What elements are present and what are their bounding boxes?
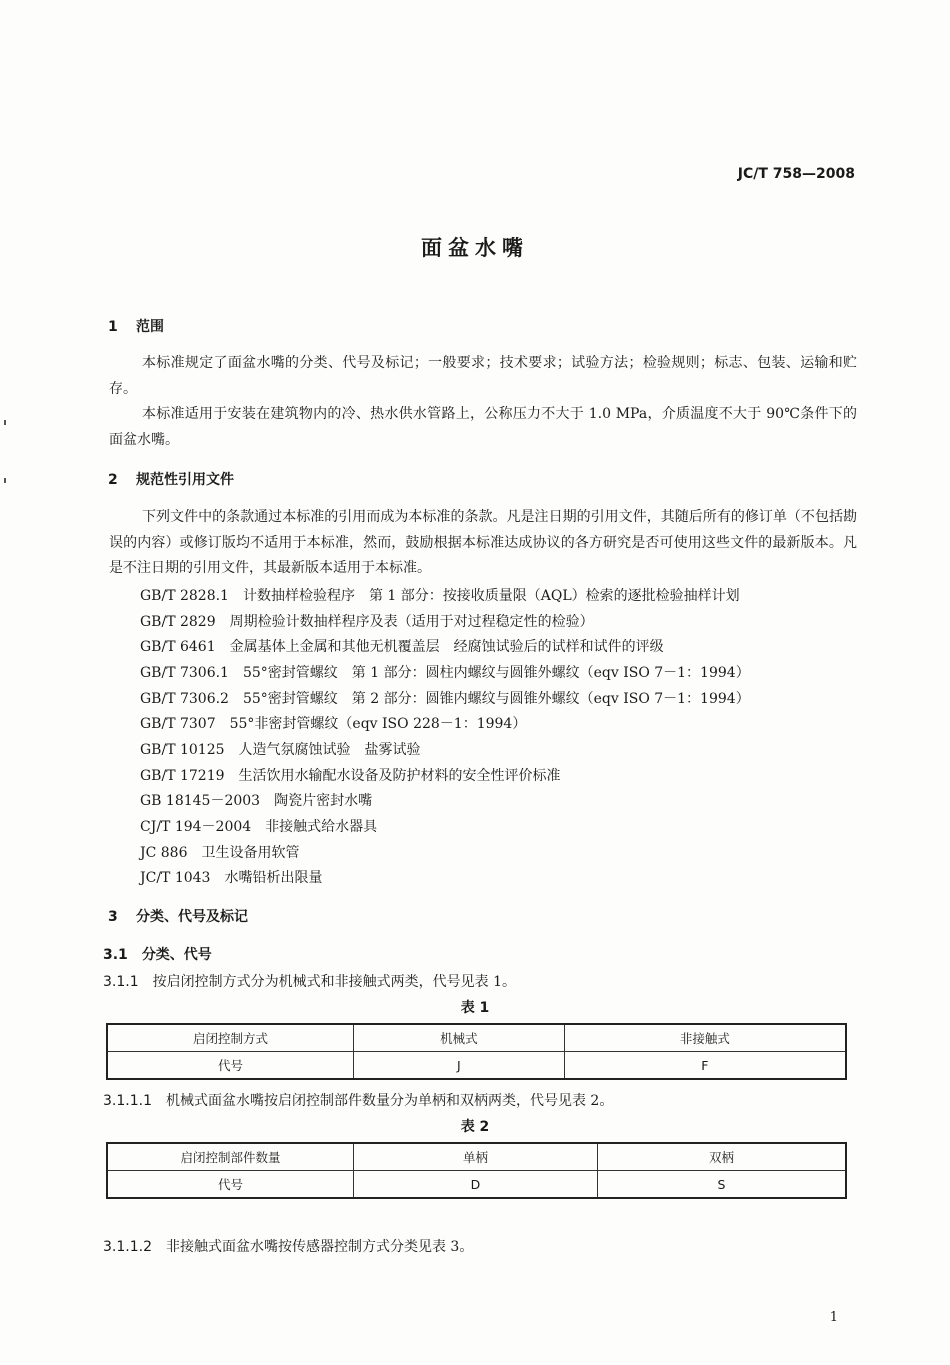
clause-3-1: 3.1 分类、代号 — [103, 947, 212, 963]
table-1 — [106, 1023, 847, 1080]
document-title: 面盆水嘴 — [421, 236, 529, 260]
reference-item: GB/T 17219 生活饮用水输配水设备及防护材料的安全性评价标准 — [140, 768, 561, 784]
reference-item: JC/T 1043 水嘴铅析出限量 — [140, 870, 323, 886]
reference-item: GB/T 7306.2 55°密封管螺纹 第 2 部分：圆锥内螺纹与圆锥外螺纹（eqv ISO 7－1：1994） — [140, 691, 750, 707]
table-2 — [106, 1142, 847, 1199]
table-cell: 非接触式 — [564, 1024, 846, 1052]
standard-code: JC/T 758—2008 — [737, 166, 855, 182]
section-title: 范围 — [136, 319, 164, 335]
reference-item: GB/T 10125 人造气氛腐蚀试验 盐雾试验 — [140, 742, 421, 758]
reference-item: GB/T 2828.1 计数抽样检验程序 第 1 部分：按接收质量限（AQL）检索的逐批检验抽样计划 — [140, 588, 740, 604]
table-row — [107, 1171, 846, 1199]
table-cell: 启闭控制方式 — [107, 1024, 354, 1052]
clause-3-1-1-2: 3.1.1.2 非接触式面盆水嘴按传感器控制方式分类见表 3。 — [103, 1239, 474, 1255]
table-cell: D — [354, 1171, 598, 1199]
section-title: 分类、代号及标记 — [136, 909, 248, 925]
scan-mark — [4, 478, 6, 483]
scan-mark — [4, 420, 6, 425]
table-1-caption: 表 1 — [460, 1000, 490, 1016]
table-cell: F — [564, 1052, 846, 1080]
table-cell: 代号 — [107, 1052, 354, 1080]
section-number: 3 — [108, 909, 118, 925]
section-1-heading — [108, 316, 164, 336]
section-title: 规范性引用文件 — [136, 472, 234, 488]
reference-item: GB/T 6461 金属基体上金属和其他无机覆盖层 经腐蚀试验后的试样和试件的评级 — [140, 639, 664, 655]
paragraph: 下列文件中的条款通过本标准的引用而成为本标准的条款。凡是注日期的引用文件，其随后所有的修订单（不包括勘误的内容）或修订版均不适用于本标准，然而，鼓励根据本标准达成协议的各方研究是否可使用这些文件的最新版本。凡是不注日期的引用文件，其最新版本适用于本标准。 — [109, 509, 857, 576]
table-2-caption: 表 2 — [460, 1119, 490, 1135]
section-number: 1 — [108, 319, 118, 335]
reference-item: GB/T 7306.1 55°密封管螺纹 第 1 部分：圆柱内螺纹与圆锥外螺纹（eqv ISO 7－1：1994） — [140, 665, 750, 681]
page-number: 1 — [829, 1310, 838, 1325]
table-cell: J — [354, 1052, 565, 1080]
table-cell: 启闭控制部件数量 — [107, 1143, 354, 1171]
table-header-row — [107, 1143, 846, 1171]
section-number: 2 — [108, 472, 118, 488]
section-3-heading — [108, 906, 248, 926]
clause-3-1-1-1: 3.1.1.1 机械式面盆水嘴按启闭控制部件数量分为单柄和双柄两类，代号见表 2。 — [103, 1093, 614, 1109]
reference-item: CJ/T 194－2004 非接触式给水器具 — [140, 819, 378, 835]
table-cell: 代号 — [107, 1171, 354, 1199]
table-cell: 单柄 — [354, 1143, 598, 1171]
paragraph: 本标准适用于安装在建筑物内的冷、热水供水管路上，公称压力不大于 1.0 MPa，介质温度不大于 90℃条件下的面盆水嘴。 — [109, 406, 857, 448]
table-header-row — [107, 1024, 846, 1052]
table-cell: S — [597, 1171, 846, 1199]
table-cell: 双柄 — [597, 1143, 846, 1171]
reference-item: GB 18145－2003 陶瓷片密封水嘴 — [140, 793, 373, 809]
reference-item: JC 886 卫生设备用软管 — [140, 845, 300, 861]
reference-item: GB/T 7307 55°非密封管螺纹（eqv ISO 228－1：1994） — [140, 716, 527, 732]
table-cell: 机械式 — [354, 1024, 565, 1052]
clause-3-1-1: 3.1.1 按启闭控制方式分为机械式和非接触式两类，代号见表 1。 — [103, 974, 516, 990]
section-2-heading — [108, 469, 234, 489]
reference-item: GB/T 2829 周期检验计数抽样程序及表（适用于对过程稳定性的检验） — [140, 614, 594, 630]
table-row — [107, 1052, 846, 1080]
paragraph: 本标准规定了面盆水嘴的分类、代号及标记；一般要求；技术要求；试验方法；检验规则；标志、包装、运输和贮存。 — [109, 355, 857, 397]
